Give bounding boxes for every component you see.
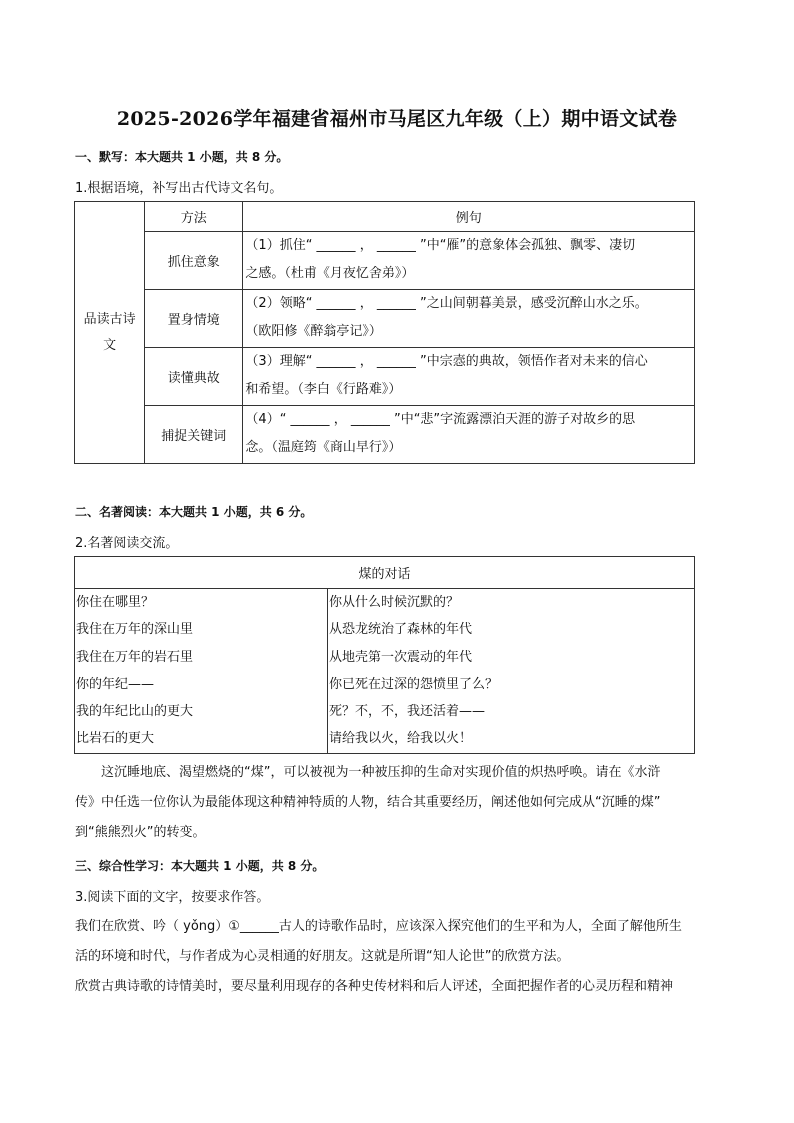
poem-line: 死？不，不，我还活着——	[329, 704, 486, 720]
section3-heading: 三、综合性学习：本大题共 1 小题，共 8 分。	[75, 859, 325, 873]
poem-line: 你住在哪里？	[76, 595, 155, 610]
question3-paragraph	[75, 912, 720, 1002]
category-line2: 文	[103, 337, 117, 353]
table-row	[75, 406, 695, 464]
section2-heading: 二、名著阅读：本大题共 1 小题，共 6 分。	[75, 505, 313, 519]
table-row	[75, 232, 695, 290]
header-method: 方法	[145, 202, 243, 232]
table-row	[75, 290, 695, 348]
category-cell	[75, 202, 145, 464]
category-line1: 品读古诗	[83, 311, 136, 327]
poem-title-row	[75, 557, 695, 589]
poem-line: 从地壳第一次震动的年代	[329, 649, 473, 665]
example-line: （3）理解“ ______ ， ______ ”中宗悫的典故，领悟作者对未来的信心	[245, 354, 648, 369]
poem-line: 我的年纪比山的更大	[76, 704, 194, 720]
poem-line: 我住在万年的岩石里	[76, 649, 194, 665]
method-cell: 捕捉关键词	[145, 406, 243, 464]
example-line: （1）抓住“ ______ ， ______ ”中“雁”的意象体会孤独、飘零、凄切	[245, 238, 636, 253]
paragraph-line: 我们在欣赏、吟（ yǒng）①______古人的诗歌作品时，应该深入探究他们的生平和为人，全面了解他所生	[75, 919, 682, 934]
poem-line: 请给我以火，给我以火！	[329, 731, 473, 747]
question3-prompt: 3.阅读下面的文字，按要求作答。	[75, 890, 270, 905]
table-header-row	[75, 202, 695, 232]
example-cell	[243, 406, 695, 464]
poetry-table	[74, 201, 695, 464]
paragraph-line: 活的环境和时代，与作者成为心灵相通的好朋友。这就是所谓“知人论世”的欣赏方法。	[75, 949, 570, 964]
section1-heading: 一、默写：本大题共 1 小题，共 8 分。	[75, 150, 289, 164]
header-example: 例句	[243, 202, 695, 232]
example-line: 和希望。（李白《行路难》）	[245, 382, 402, 397]
poem-line: 你已死在过深的怨愤里了么？	[329, 676, 499, 692]
question2-prompt: 2.名著阅读交流。	[75, 536, 179, 551]
example-line: （4）“ ______ ， ______ ”中“悲”字流露漂泊天涯的游子对故乡的思	[245, 412, 636, 427]
example-cell	[243, 290, 695, 348]
example-cell	[243, 232, 695, 290]
poem-body-row	[75, 589, 695, 754]
paragraph-line: 欣赏古典诗歌的诗情美时，要尽量利用现存的各种史传材料和后人评述，全面把握作者的心灵历程和精神	[75, 979, 674, 994]
poem-line: 你从什么时候沉默的？	[329, 595, 460, 610]
method-cell: 读懂典故	[145, 348, 243, 406]
question1-prompt: 1.根据语境，补写出古代诗文名句。	[75, 181, 283, 196]
poem-right-column	[328, 589, 695, 754]
poem-table	[74, 556, 695, 754]
paragraph-line: 到“熊熊烈火”的转变。	[75, 825, 206, 840]
example-line: 念。（温庭筠《商山早行》）	[245, 440, 402, 455]
poem-left-column	[75, 589, 328, 754]
poem-line: 你的年纪——	[76, 676, 155, 692]
poem-line: 从恐龙统治了森林的年代	[329, 622, 473, 638]
exam-title: 2025-2026学年福建省福州市马尾区九年级（上）期中语文试卷	[116, 108, 678, 130]
method-cell: 抓住意象	[145, 232, 243, 290]
example-line: 之感。（杜甫《月夜忆舍弟》）	[245, 266, 415, 281]
paragraph-line: 这沉睡地底、渴望燃烧的“煤”，可以被视为一种被压抑的生命对实现价值的炽热呼唤。请在《水浒	[101, 765, 661, 780]
example-cell	[243, 348, 695, 406]
table-row	[75, 348, 695, 406]
example-line: （欧阳修《醉翁亭记》）	[245, 324, 382, 339]
poem-line: 比岩石的更大	[76, 731, 155, 747]
poem-line: 我住在万年的深山里	[76, 622, 194, 638]
question2-paragraph	[75, 758, 720, 848]
method-cell: 置身情境	[145, 290, 243, 348]
poem-title: 煤的对话	[75, 557, 695, 589]
paragraph-line: 传》中任选一位你认为最能体现这种精神特质的人物，结合其重要经历，阐述他如何完成从“沉睡的煤”	[75, 795, 661, 810]
example-line: （2）领略“ ______ ， ______ ”之山间朝暮美景，感受沉醉山水之乐。	[245, 296, 648, 311]
